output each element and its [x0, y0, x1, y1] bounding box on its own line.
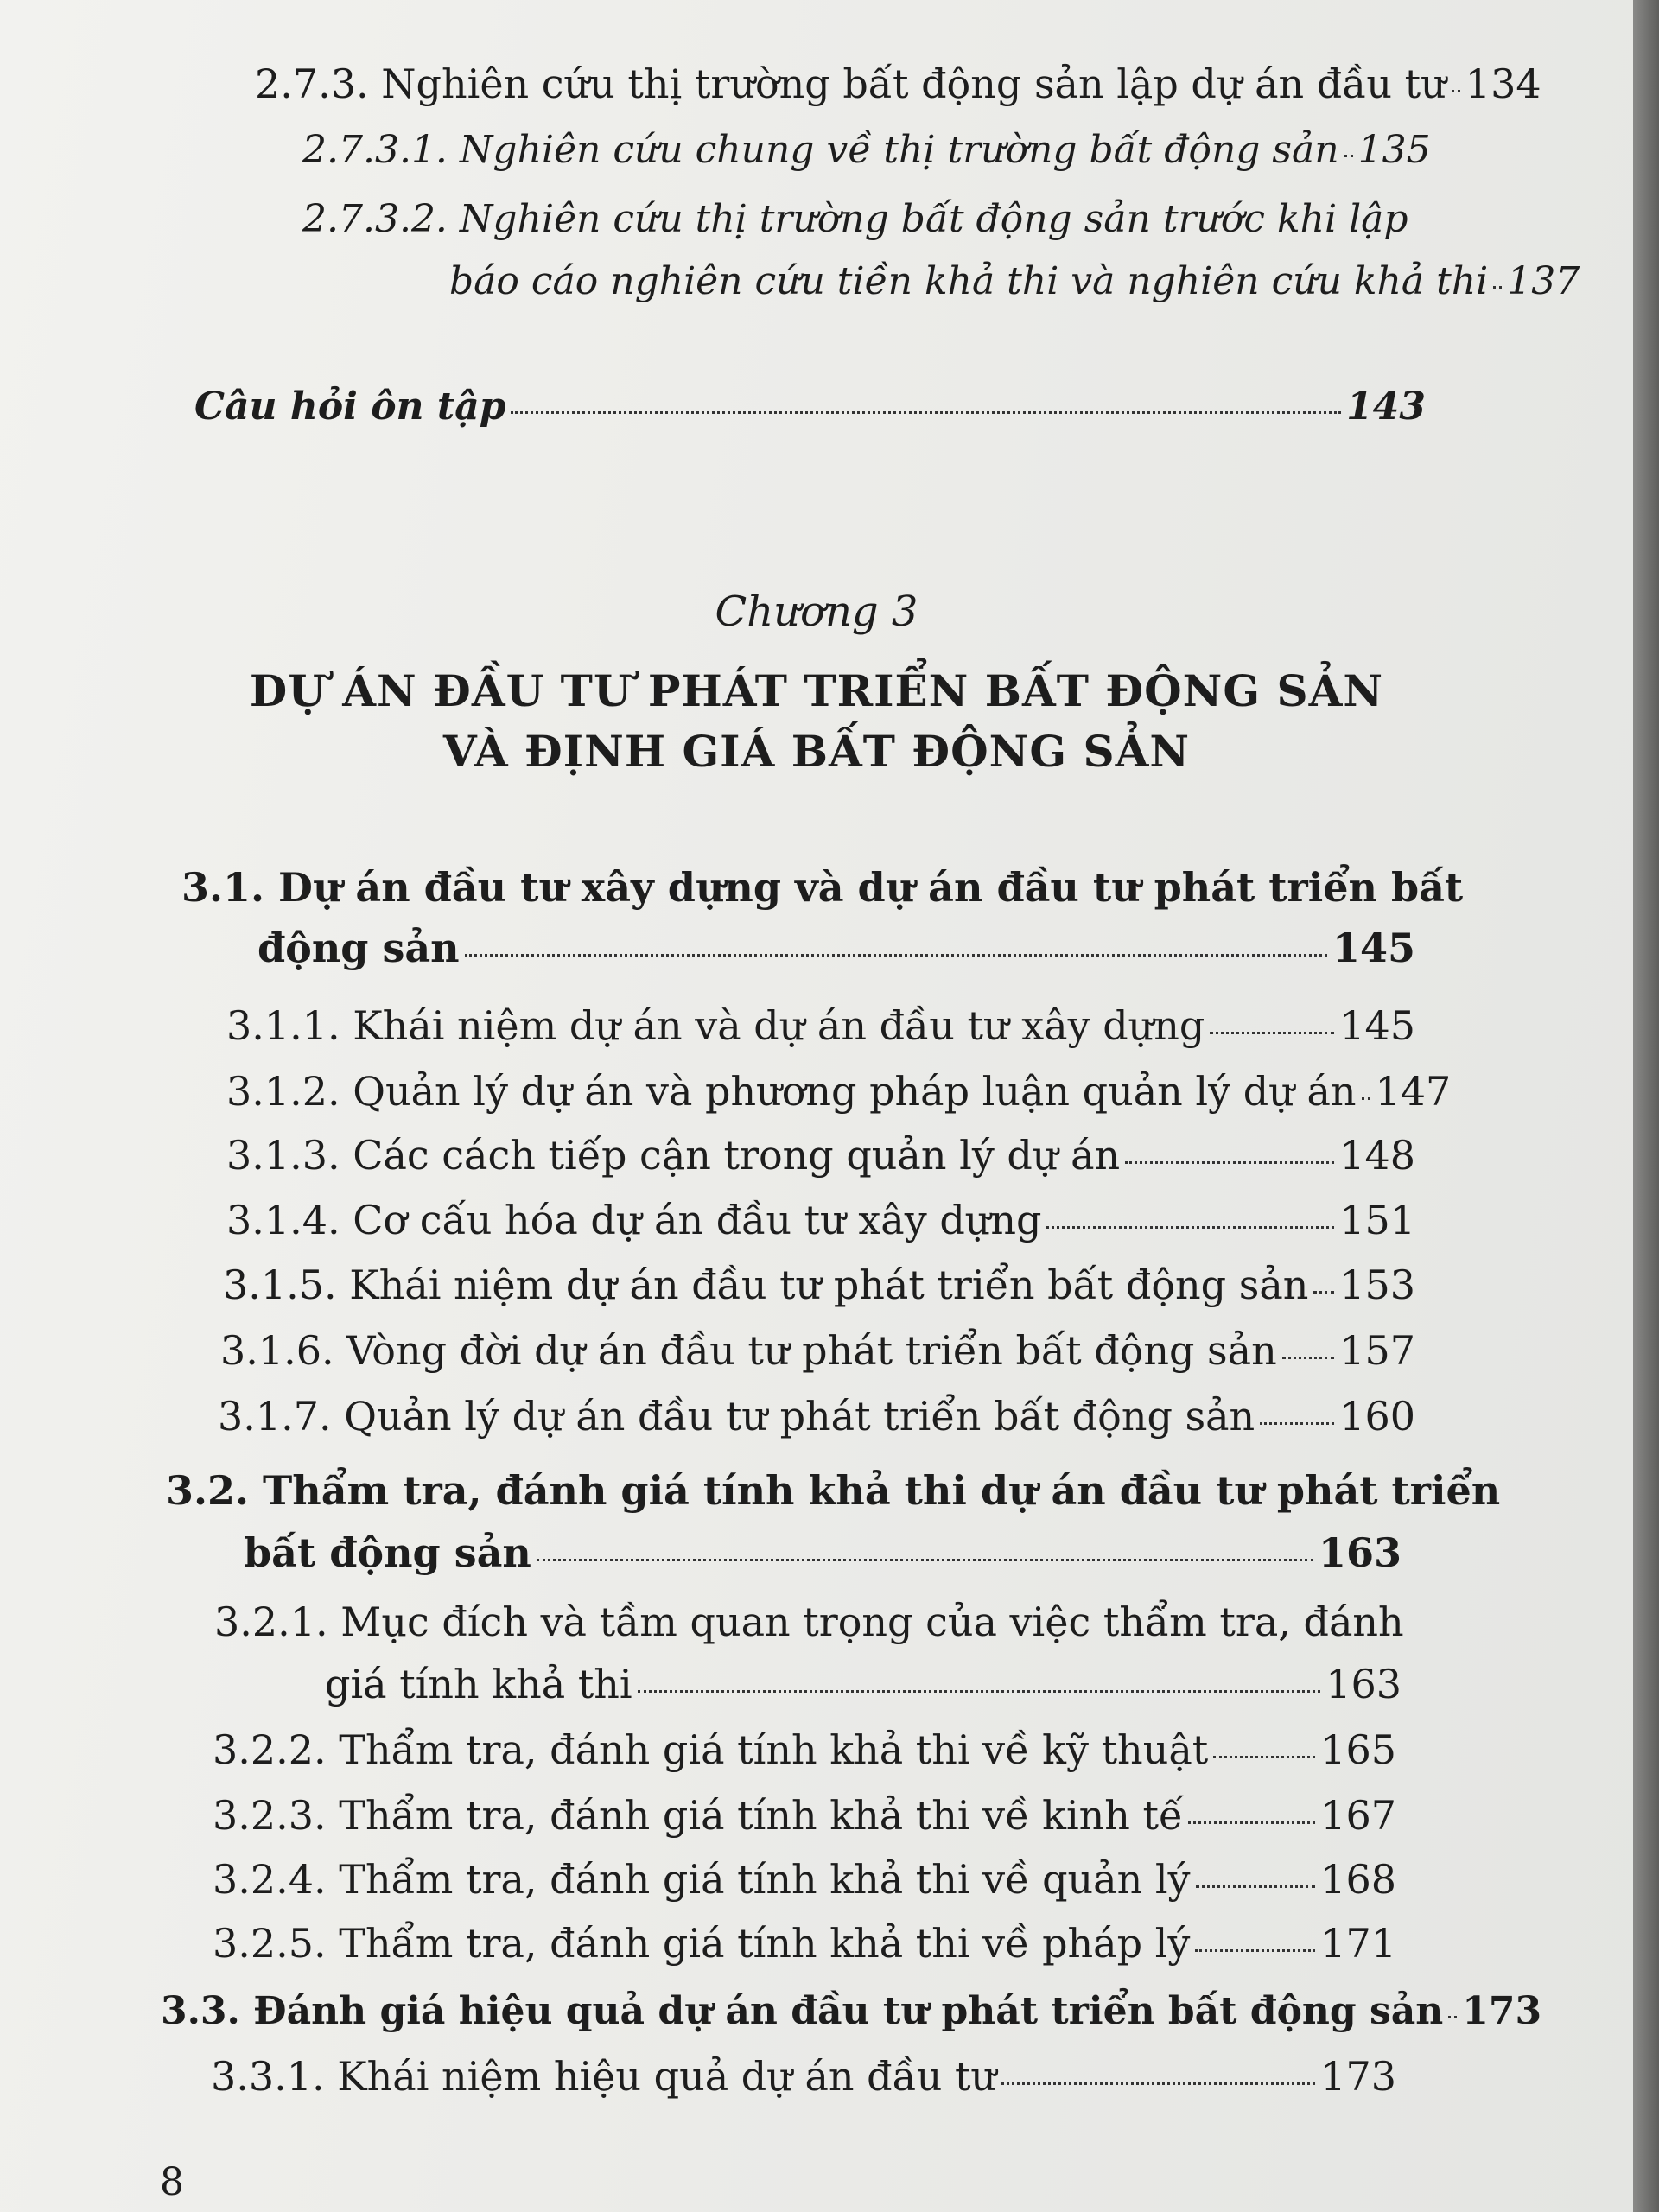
toc-leader-dots: [638, 1690, 1321, 1693]
toc-entry-title: 3.2.2. Thẩm tra, đánh giá tính khả thi về kỹ thuật: [213, 1726, 1209, 1773]
toc-entry-page: 173: [1462, 1989, 1542, 2033]
toc-leader-dots: [1210, 1032, 1334, 1034]
toc-section-entry: [257, 925, 1415, 976]
toc-entry: [213, 1856, 1396, 1908]
toc-entry-title: 3.3. Đánh giá hiệu quả dự án đầu tư phát triển bất động sản: [161, 1989, 1444, 2033]
toc-entry-title: 3.1.5. Khái niệm dự án đầu tư phát triển bất động sản: [223, 1262, 1309, 1308]
chapter-label: Chương 3: [715, 588, 918, 636]
toc-leader-dots: [1196, 1885, 1316, 1888]
toc-leader-dots: [1001, 2082, 1315, 2085]
toc-entry-title: động sản: [257, 925, 460, 971]
toc-entry-page: 145: [1332, 925, 1415, 971]
toc-entry-title: 3.1.6. Vòng đời dự án đầu tư phát triển bất động sản: [220, 1327, 1277, 1374]
toc-entry-page: 148: [1339, 1132, 1415, 1179]
toc-entry-page: 160: [1339, 1393, 1415, 1440]
toc-entry-title: báo cáo nghiên cứu tiền khả thi và nghiên cứu khả thi: [449, 259, 1489, 303]
toc-entry-title: 3.2.3. Thẩm tra, đánh giá tính khả thi về kinh tế: [213, 1792, 1184, 1839]
toc-entry: [213, 1920, 1396, 1972]
toc-leader-dots: [1493, 286, 1502, 289]
toc-entry: [255, 60, 1541, 112]
toc-entry-title: Câu hỏi ôn tập: [194, 385, 506, 429]
toc-entry-page: 167: [1320, 1792, 1396, 1839]
toc-entry-title: 3.1.3. Các cách tiếp cận trong quản lý dự án: [226, 1132, 1121, 1179]
toc-entry: [218, 1393, 1415, 1445]
toc-entry-title: bất động sản: [244, 1529, 531, 1576]
toc-leader-dots: [1282, 1357, 1334, 1359]
toc-entry-page: 135: [1357, 128, 1431, 172]
toc-entry-page: 134: [1465, 60, 1541, 107]
toc-entry-title: 3.1.4. Cơ cấu hóa dự án đầu tư xây dựng: [226, 1197, 1042, 1243]
toc-entry: [194, 385, 1426, 436]
toc-entry: [220, 1327, 1415, 1379]
toc-entry: [213, 1726, 1396, 1778]
toc-entry-title: 3.2.4. Thẩm tra, đánh giá tính khả thi về quản lý: [213, 1856, 1191, 1903]
toc-entry: [213, 1792, 1396, 1844]
toc-entry: [226, 1068, 1452, 1120]
toc-entry: [325, 1661, 1402, 1713]
toc-leader-dots: [1344, 155, 1353, 157]
toc-section-entry: [244, 1529, 1402, 1581]
toc-leader-dots: [1046, 1226, 1334, 1229]
toc-entry-page: 173: [1320, 2053, 1396, 2100]
toc-entry-page: 165: [1320, 1726, 1396, 1773]
toc-entry-title: 3.3.1. Khái niệm hiệu quả dự án đầu tư: [211, 2053, 997, 2100]
toc-leader-dots: [537, 1559, 1313, 1561]
toc-leader-dots: [465, 954, 1327, 957]
toc-entry-title: 3.2.5. Thẩm tra, đánh giá tính khả thi về pháp lý: [213, 1920, 1191, 1967]
page-number: 8: [160, 2160, 184, 2204]
toc-entry-title-line1: 2.7.3.2. Nghiên cứu thị trường bất động sản trước khi lập: [302, 197, 1408, 241]
toc-entry-page: 163: [1325, 1661, 1402, 1707]
chapter-title-line2: VÀ ĐỊNH GIÁ BẤT ĐỘNG SẢN: [442, 726, 1191, 777]
toc-leader-dots: [1448, 2016, 1457, 2018]
toc-entry-page: 171: [1320, 1920, 1396, 1967]
toc-entry: [302, 128, 1431, 180]
toc-entry-page: 151: [1339, 1197, 1415, 1243]
book-edge-shadow: [1633, 0, 1659, 2212]
toc-leader-dots: [1195, 1949, 1315, 1952]
toc-leader-dots: [511, 411, 1341, 414]
toc-leader-dots: [1125, 1161, 1334, 1164]
chapter-title-line1: DỰ ÁN ĐẦU TƯ PHÁT TRIỂN BẤT ĐỘNG SẢN: [249, 665, 1384, 716]
toc-entry-title: giá tính khả thi: [325, 1661, 632, 1707]
toc-entry-title: 2.7.3. Nghiên cứu thị trường bất động sản lập dự án đầu tư: [255, 60, 1446, 107]
toc-section-title-line1: 3.1. Dự án đầu tư xây dựng và dự án đầu tư phát triển bất: [181, 864, 1464, 911]
toc-entry-title: 3.1.7. Quản lý dự án đầu tư phát triển bất động sản: [218, 1393, 1255, 1440]
toc-leader-dots: [1313, 1291, 1334, 1294]
toc-entry-page: 168: [1320, 1856, 1396, 1903]
toc-leader-dots: [1188, 1821, 1315, 1824]
toc-entry-page: 137: [1507, 259, 1580, 303]
toc-leader-dots: [1213, 1756, 1315, 1758]
toc-section-entry: [161, 1989, 1542, 2041]
toc-leader-dots: [1452, 90, 1460, 92]
toc-entry-title: 2.7.3.1. Nghiên cứu chung về thị trường bất động sản: [302, 128, 1339, 172]
toc-entry-page: 147: [1375, 1068, 1452, 1115]
toc-entry-title: 3.1.2. Quản lý dự án và phương pháp luận quản lý dự án: [226, 1068, 1357, 1115]
toc-entry: [226, 1002, 1415, 1054]
toc-entry: [211, 2053, 1396, 2105]
toc-entry-page: 145: [1339, 1002, 1415, 1049]
toc-entry: [223, 1262, 1415, 1313]
toc-leader-dots: [1362, 1097, 1370, 1100]
toc-section-title-line1: 3.2. Thẩm tra, đánh giá tính khả thi dự án đầu tư phát triển: [166, 1467, 1501, 1514]
toc-entry-title: 3.1.1. Khái niệm dự án và dự án đầu tư xây dựng: [226, 1002, 1205, 1049]
toc-entry: [226, 1132, 1415, 1184]
toc-entry-page: 143: [1346, 385, 1426, 429]
toc-entry-page: 163: [1318, 1529, 1402, 1576]
toc-entry-page: 153: [1339, 1262, 1415, 1308]
toc-leader-dots: [1260, 1422, 1334, 1425]
toc-entry: [226, 1197, 1415, 1249]
toc-entry-title-line1: 3.2.1. Mục đích và tầm quan trọng của việc thẩm tra, đánh: [214, 1599, 1404, 1645]
toc-entry-page: 157: [1339, 1327, 1415, 1374]
toc-entry: [449, 259, 1580, 311]
